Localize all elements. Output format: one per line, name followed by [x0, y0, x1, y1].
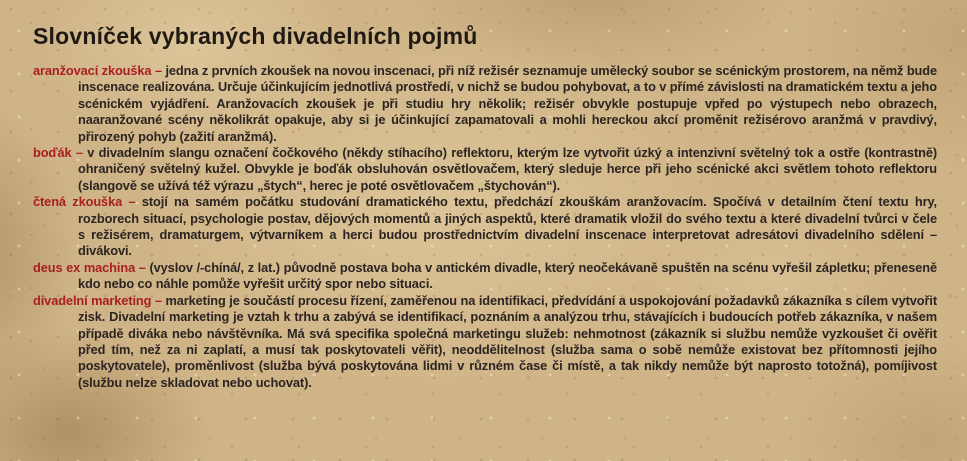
entry-definition: stojí na samém počátku studování dramatického textu, předchází zkouškám aranžovacím. Spočívá v detailním čtení textu hry, rozborech situací, psychologie postav, dějových momentů a jiných aspektů, které dramatik vložil do svého textu a které divadelní tvůrci v čele s režisérem, dramaturgem, výtvarníkem a herci budou prostřednictvím divadelní inscenace interpretovat adresátovi divadelního sdělení – divákovi. — [78, 194, 937, 259]
page-title: Slovníček vybraných divadelních pojmů — [33, 23, 478, 49]
entry-term: divadelní marketing – — [33, 292, 162, 308]
entry-definition: jedna z prvních zkoušek na novou inscenaci, při níž režisér seznamuje umělecký soubor se scénickým prostorem, na němž bude inscenace realizována. Určuje účinkujícím jednotlivá prostředí, v nichž se budou pohybovat, a to v přímé závislosti na dramatickém textu a jeho scénickém vyjádření. Aranžovacích zkoušek je při studiu hry několik; režisér obvykle postupuje vpřed po výstupech nebo obrazech, naaranžované scény několikrát opakuje, aby si je účinkující zapamatovali a mohli hereckou akcí proměnit režisérovo aranžmá v pravdivý, přirozený pohyb (zažití aranžmá). — [78, 63, 937, 144]
entry-definition: (vyslov /-chíná/, z lat.) původně postava boha v antickém divadle, který neočekávaně spuštěn na scénu vyřešil zápletku; přeneseně kdo nebo co náhle pomůže vyřešit určitý spor nebo situaci. — [78, 259, 937, 292]
glossary-entries — [33, 63, 937, 391]
entry-definition: v divadelním slangu označení čočkového (někdy stíhacího) reflektoru, kterým lze vytvořit úzký a intenzivní světelný tok a ostře (kontrastně) ohraničený světelný kužel. Obvykle je boďák obsluhován osvětlovačem, který sleduje herce při jeho scénické akci světlem tohoto reflektoru (slangově se užívá též výrazu „štych“, herec je poté osvětlovačem „štychován“). — [78, 145, 937, 193]
entry-term: deus ex machina – — [33, 259, 146, 275]
entry-term: aranžovací zkouška – — [33, 63, 162, 78]
glossary-entry — [33, 260, 937, 293]
entry-definition: marketing je součástí procesu řízení, zaměřenou na identifikaci, předvídání a uspokojování požadavků zákazníka s cílem vytvořit zisk. Divadelní marketing je vztah k trhu a zabývá se identifikací, poznáním a analýzou trhu, stávajících i budoucích potřeb zákazníka, v našem případě diváka nebo návštěvníka. Má svá specifika společná marketingu služeb: nehmotnost (zákazník si službu nemůže vyzkoušet či ověřit před tím, než za ni zaplatí, a musí tak poskytovateli věřit), neoddělitelnost (služba sama o sobě nemůže existovat bez přítomnosti jejího poskytovatele), proměnlivost (služba bývá poskytována lidmi v různém čase či místě, a tak nikdy nemůže být naprosto totožná), pomíjivost (službu nelze skladovat nebo uchovat). — [78, 292, 937, 390]
glossary-entry — [33, 293, 937, 391]
entry-term: boďák – — [33, 145, 83, 161]
glossary-entry — [33, 194, 937, 260]
entry-term: čtená zkouška – — [33, 194, 136, 210]
glossary-entry — [33, 63, 937, 145]
glossary-entry — [33, 145, 937, 194]
